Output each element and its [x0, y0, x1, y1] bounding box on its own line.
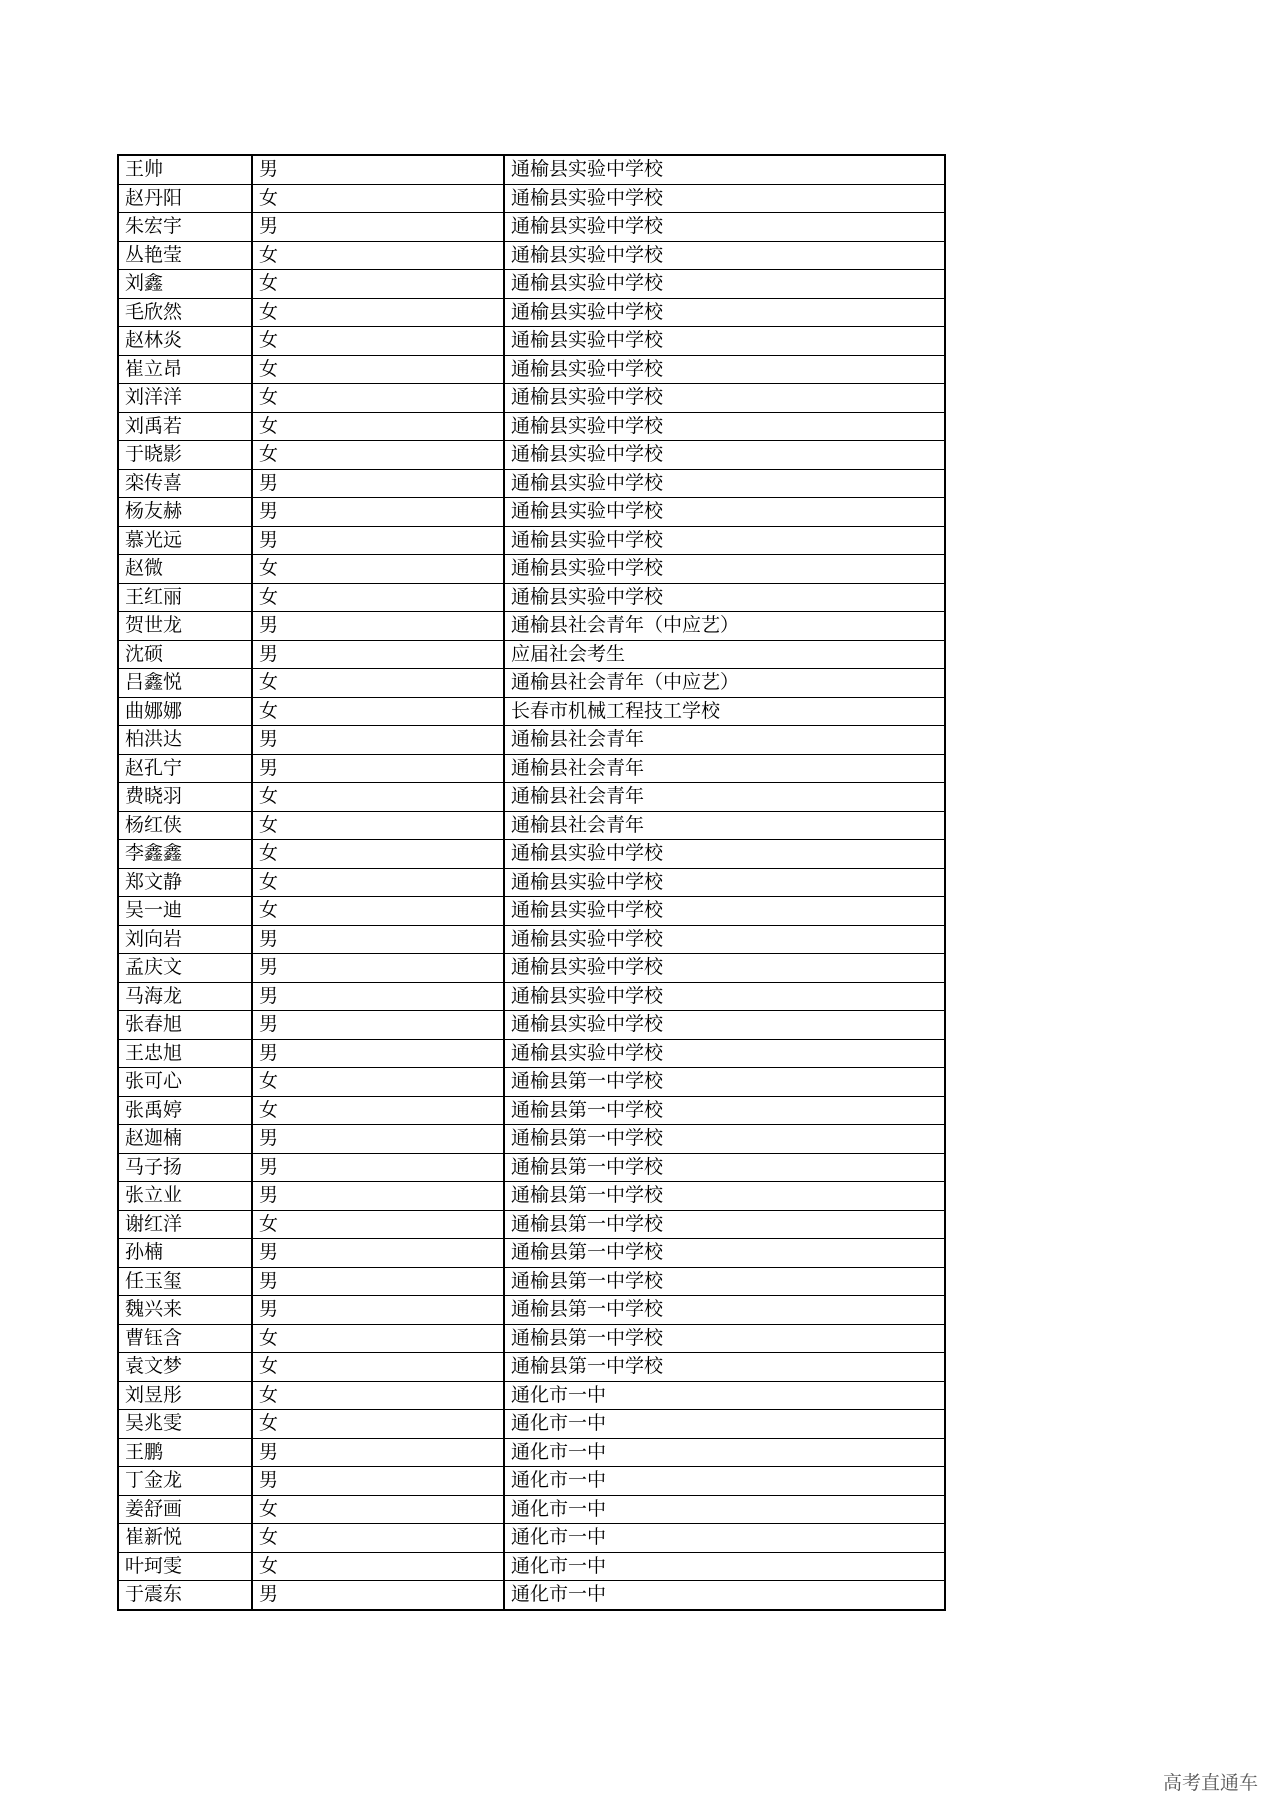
- table-row: [118, 925, 945, 954]
- gender-cell: 男: [252, 1011, 504, 1040]
- student-name-cell: 王忠旭: [118, 1039, 252, 1068]
- student-name-cell: 刘洋洋: [118, 384, 252, 413]
- school-cell: 通化市一中: [504, 1410, 945, 1439]
- student-name-cell: 栾传喜: [118, 469, 252, 498]
- school-cell: 通化市一中: [504, 1438, 945, 1467]
- table-row: [118, 1381, 945, 1410]
- school-cell: 通榆县实验中学校: [504, 868, 945, 897]
- school-cell: 通榆县第一中学校: [504, 1296, 945, 1325]
- table-row: [118, 897, 945, 926]
- roster-body: [118, 155, 945, 1610]
- school-cell: 通榆县第一中学校: [504, 1068, 945, 1097]
- school-cell: 通榆县实验中学校: [504, 526, 945, 555]
- table-row: [118, 726, 945, 755]
- student-name-cell: 刘鑫: [118, 270, 252, 299]
- table-row: [118, 1296, 945, 1325]
- gender-cell: 女: [252, 1381, 504, 1410]
- student-name-cell: 谢红洋: [118, 1210, 252, 1239]
- gender-cell: 女: [252, 583, 504, 612]
- gender-cell: 男: [252, 925, 504, 954]
- gender-cell: 女: [252, 327, 504, 356]
- school-cell: 通化市一中: [504, 1467, 945, 1496]
- student-name-cell: 吕鑫悦: [118, 669, 252, 698]
- student-name-cell: 于震东: [118, 1581, 252, 1610]
- student-name-cell: 曹钰含: [118, 1324, 252, 1353]
- gender-cell: 女: [252, 270, 504, 299]
- student-name-cell: 刘向岩: [118, 925, 252, 954]
- table-row: [118, 1210, 945, 1239]
- gender-cell: 女: [252, 241, 504, 270]
- school-cell: 通榆县社会青年（中应艺）: [504, 669, 945, 698]
- school-cell: 通榆县实验中学校: [504, 384, 945, 413]
- school-cell: 通化市一中: [504, 1524, 945, 1553]
- table-row: [118, 384, 945, 413]
- student-name-cell: 沈硕: [118, 640, 252, 669]
- school-cell: 通榆县第一中学校: [504, 1324, 945, 1353]
- table-row: [118, 1182, 945, 1211]
- student-name-cell: 李鑫鑫: [118, 840, 252, 869]
- student-name-cell: 赵丹阳: [118, 184, 252, 213]
- gender-cell: 男: [252, 1182, 504, 1211]
- student-name-cell: 崔新悦: [118, 1524, 252, 1553]
- table-row: [118, 1524, 945, 1553]
- student-name-cell: 姜舒画: [118, 1495, 252, 1524]
- table-row: [118, 868, 945, 897]
- gender-cell: 男: [252, 726, 504, 755]
- table-row: [118, 640, 945, 669]
- school-cell: 长春市机械工程技工学校: [504, 697, 945, 726]
- table-row: [118, 1353, 945, 1382]
- table-row: [118, 327, 945, 356]
- school-cell: 通榆县实验中学校: [504, 184, 945, 213]
- school-cell: 通榆县实验中学校: [504, 498, 945, 527]
- gender-cell: 女: [252, 1410, 504, 1439]
- student-name-cell: 朱宏宇: [118, 213, 252, 242]
- school-cell: 通榆县第一中学校: [504, 1096, 945, 1125]
- student-name-cell: 丁金龙: [118, 1467, 252, 1496]
- school-cell: 通榆县社会青年: [504, 783, 945, 812]
- gender-cell: 男: [252, 1039, 504, 1068]
- student-name-cell: 王红丽: [118, 583, 252, 612]
- table-row: [118, 612, 945, 641]
- gender-cell: 女: [252, 1552, 504, 1581]
- student-name-cell: 孙楠: [118, 1239, 252, 1268]
- gender-cell: 女: [252, 697, 504, 726]
- gender-cell: 女: [252, 1210, 504, 1239]
- roster-table: [117, 154, 946, 1611]
- student-name-cell: 于晓影: [118, 441, 252, 470]
- gender-cell: 女: [252, 441, 504, 470]
- school-cell: 通榆县实验中学校: [504, 954, 945, 983]
- school-cell: 通榆县实验中学校: [504, 155, 945, 184]
- student-name-cell: 慕光远: [118, 526, 252, 555]
- table-row: [118, 498, 945, 527]
- student-name-cell: 费晓羽: [118, 783, 252, 812]
- gender-cell: 男: [252, 754, 504, 783]
- table-row: [118, 1581, 945, 1610]
- table-row: [118, 811, 945, 840]
- gender-cell: 女: [252, 868, 504, 897]
- school-cell: 通榆县实验中学校: [504, 327, 945, 356]
- gender-cell: 女: [252, 669, 504, 698]
- table-row: [118, 270, 945, 299]
- student-name-cell: 魏兴来: [118, 1296, 252, 1325]
- school-cell: 通榆县实验中学校: [504, 925, 945, 954]
- student-name-cell: 王鹏: [118, 1438, 252, 1467]
- gender-cell: 女: [252, 355, 504, 384]
- table-row: [118, 1467, 945, 1496]
- school-cell: 通榆县实验中学校: [504, 412, 945, 441]
- table-row: [118, 298, 945, 327]
- school-cell: 通化市一中: [504, 1581, 945, 1610]
- table-row: [118, 1410, 945, 1439]
- gender-cell: 男: [252, 1125, 504, 1154]
- student-name-cell: 杨红侠: [118, 811, 252, 840]
- school-cell: 通榆县实验中学校: [504, 1011, 945, 1040]
- table-row: [118, 213, 945, 242]
- table-row: [118, 1011, 945, 1040]
- student-name-cell: 郑文静: [118, 868, 252, 897]
- school-cell: 通榆县实验中学校: [504, 270, 945, 299]
- gender-cell: 男: [252, 612, 504, 641]
- school-cell: 通榆县实验中学校: [504, 1039, 945, 1068]
- student-name-cell: 丛艳莹: [118, 241, 252, 270]
- gender-cell: 女: [252, 1353, 504, 1382]
- student-name-cell: 贺世龙: [118, 612, 252, 641]
- student-name-cell: 杨友赫: [118, 498, 252, 527]
- school-cell: 通榆县第一中学校: [504, 1353, 945, 1382]
- gender-cell: 男: [252, 640, 504, 669]
- school-cell: 通榆县第一中学校: [504, 1239, 945, 1268]
- school-cell: 通化市一中: [504, 1495, 945, 1524]
- gender-cell: 女: [252, 897, 504, 926]
- school-cell: 通榆县实验中学校: [504, 469, 945, 498]
- school-cell: 通榆县实验中学校: [504, 298, 945, 327]
- gender-cell: 男: [252, 1581, 504, 1610]
- school-cell: 通榆县社会青年: [504, 754, 945, 783]
- school-cell: 通榆县第一中学校: [504, 1267, 945, 1296]
- school-cell: 通榆县实验中学校: [504, 213, 945, 242]
- student-name-cell: 刘昱彤: [118, 1381, 252, 1410]
- gender-cell: 女: [252, 384, 504, 413]
- gender-cell: 男: [252, 1153, 504, 1182]
- gender-cell: 男: [252, 1438, 504, 1467]
- table-row: [118, 840, 945, 869]
- student-name-cell: 袁文梦: [118, 1353, 252, 1382]
- school-cell: 通榆县实验中学校: [504, 982, 945, 1011]
- gender-cell: 女: [252, 412, 504, 441]
- gender-cell: 女: [252, 555, 504, 584]
- student-name-cell: 赵迦楠: [118, 1125, 252, 1154]
- table-row: [118, 669, 945, 698]
- student-name-cell: 叶珂雯: [118, 1552, 252, 1581]
- table-row: [118, 441, 945, 470]
- table-row: [118, 954, 945, 983]
- student-name-cell: 马子扬: [118, 1153, 252, 1182]
- gender-cell: 男: [252, 1267, 504, 1296]
- student-name-cell: 吴兆雯: [118, 1410, 252, 1439]
- table-row: [118, 1039, 945, 1068]
- gender-cell: 男: [252, 526, 504, 555]
- watermark: 高考直通车: [1162, 1772, 1258, 1794]
- table-row: [118, 155, 945, 184]
- school-cell: 通榆县实验中学校: [504, 583, 945, 612]
- student-name-cell: 王帅: [118, 155, 252, 184]
- table-row: [118, 1153, 945, 1182]
- school-cell: 通榆县社会青年: [504, 811, 945, 840]
- gender-cell: 女: [252, 811, 504, 840]
- table-row: [118, 583, 945, 612]
- gender-cell: 男: [252, 213, 504, 242]
- table-row: [118, 241, 945, 270]
- table-row: [118, 1096, 945, 1125]
- student-name-cell: 崔立昂: [118, 355, 252, 384]
- student-name-cell: 孟庆文: [118, 954, 252, 983]
- gender-cell: 男: [252, 469, 504, 498]
- school-cell: 通榆县实验中学校: [504, 897, 945, 926]
- gender-cell: 男: [252, 155, 504, 184]
- student-name-cell: 柏洪达: [118, 726, 252, 755]
- table-row: [118, 697, 945, 726]
- gender-cell: 女: [252, 1324, 504, 1353]
- table-row: [118, 1552, 945, 1581]
- school-cell: 通榆县社会青年: [504, 726, 945, 755]
- gender-cell: 男: [252, 1467, 504, 1496]
- table-row: [118, 412, 945, 441]
- gender-cell: 男: [252, 1239, 504, 1268]
- school-cell: 通榆县社会青年（中应艺）: [504, 612, 945, 641]
- school-cell: 通榆县实验中学校: [504, 241, 945, 270]
- school-cell: 通榆县第一中学校: [504, 1182, 945, 1211]
- gender-cell: 男: [252, 498, 504, 527]
- gender-cell: 女: [252, 184, 504, 213]
- school-cell: 通化市一中: [504, 1552, 945, 1581]
- school-cell: 通榆县实验中学校: [504, 555, 945, 584]
- school-cell: 通榆县实验中学校: [504, 355, 945, 384]
- school-cell: 通榆县第一中学校: [504, 1153, 945, 1182]
- student-name-cell: 任玉玺: [118, 1267, 252, 1296]
- student-name-cell: 曲娜娜: [118, 697, 252, 726]
- gender-cell: 女: [252, 783, 504, 812]
- table-row: [118, 1239, 945, 1268]
- gender-cell: 女: [252, 298, 504, 327]
- student-name-cell: 张可心: [118, 1068, 252, 1097]
- student-name-cell: 吴一迪: [118, 897, 252, 926]
- student-name-cell: 马海龙: [118, 982, 252, 1011]
- table-row: [118, 1125, 945, 1154]
- table-row: [118, 982, 945, 1011]
- student-name-cell: 张禹婷: [118, 1096, 252, 1125]
- student-name-cell: 赵微: [118, 555, 252, 584]
- school-cell: 通榆县第一中学校: [504, 1210, 945, 1239]
- school-cell: 通化市一中: [504, 1381, 945, 1410]
- gender-cell: 女: [252, 1068, 504, 1097]
- table-row: [118, 555, 945, 584]
- school-cell: 通榆县实验中学校: [504, 441, 945, 470]
- student-name-cell: 张立业: [118, 1182, 252, 1211]
- student-name-cell: 毛欣然: [118, 298, 252, 327]
- school-cell: 应届社会考生: [504, 640, 945, 669]
- gender-cell: 男: [252, 1296, 504, 1325]
- table-row: [118, 355, 945, 384]
- gender-cell: 男: [252, 982, 504, 1011]
- table-row: [118, 754, 945, 783]
- table-row: [118, 783, 945, 812]
- table-row: [118, 1068, 945, 1097]
- table-row: [118, 1495, 945, 1524]
- table-row: [118, 1324, 945, 1353]
- gender-cell: 女: [252, 1495, 504, 1524]
- gender-cell: 男: [252, 954, 504, 983]
- table-row: [118, 1438, 945, 1467]
- school-cell: 通榆县实验中学校: [504, 840, 945, 869]
- gender-cell: 女: [252, 840, 504, 869]
- school-cell: 通榆县第一中学校: [504, 1125, 945, 1154]
- table-row: [118, 184, 945, 213]
- student-name-cell: 刘禹若: [118, 412, 252, 441]
- table-row: [118, 526, 945, 555]
- gender-cell: 女: [252, 1096, 504, 1125]
- student-name-cell: 张春旭: [118, 1011, 252, 1040]
- table-row: [118, 469, 945, 498]
- student-name-cell: 赵林炎: [118, 327, 252, 356]
- gender-cell: 女: [252, 1524, 504, 1553]
- table-row: [118, 1267, 945, 1296]
- student-name-cell: 赵孔宁: [118, 754, 252, 783]
